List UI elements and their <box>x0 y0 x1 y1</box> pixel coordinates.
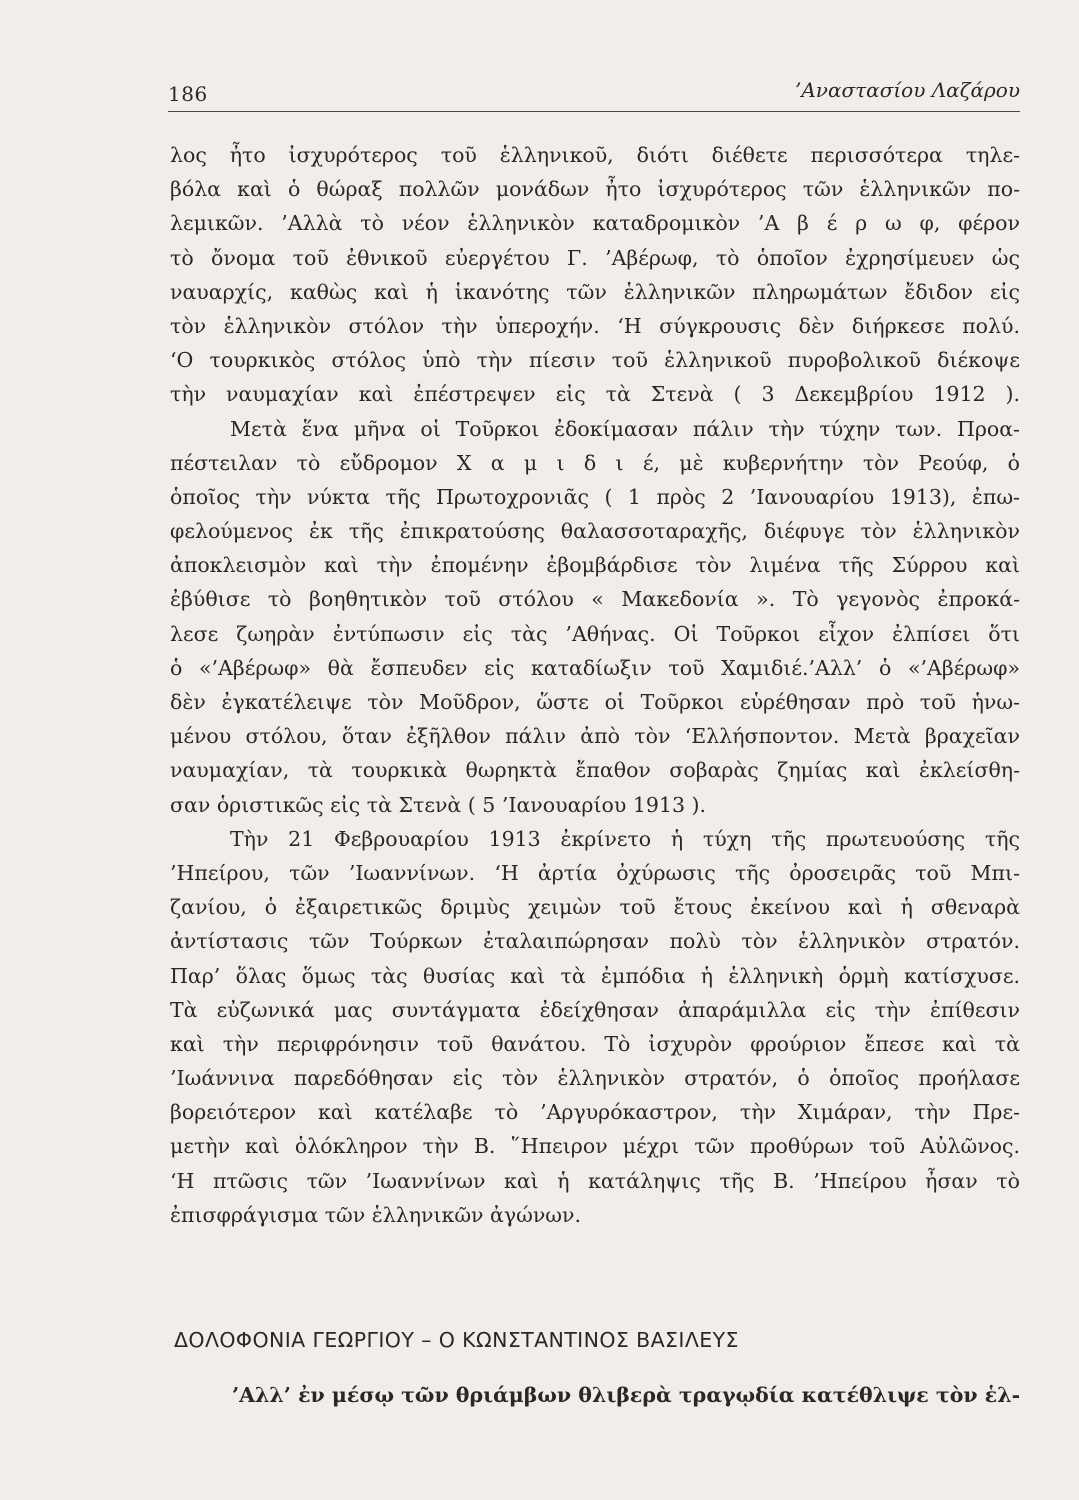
text-line: λεμικῶν. ’Αλλὰ τὸ νέον ἑλληνικὸν καταδρομικὸν ’Α β έ ρ ω φ, φέρον <box>170 211 1020 236</box>
text-line: ἐπισφράγισμα τῶν ἑλληνικῶν ἀγώνων. <box>170 1202 582 1227</box>
text-line: ἐβύθισε τὸ βοηθητικὸν τοῦ στόλου « Μακεδονία ». Τὸ γεγονὸς ἐπροκά- <box>170 587 1020 612</box>
text-line: καὶ τὴν περιφρόνησιν τοῦ θανάτου. Τὸ ἰσχυρὸν φρούριον ἔπεσε καὶ τὰ <box>170 1031 1020 1056</box>
closing-paragraph <box>170 1378 1020 1412</box>
text-line: δὲν ἐγκατέλειψε τὸν Μοῦδρον, ὥστε οἱ Τοῦρκοι εὑρέθησαν πρὸ τοῦ ἡνω- <box>170 690 1020 714</box>
text-line: πέστειλαν τὸ εὔδρομον Χ α μ ι δ ι έ, μὲ κυβερνήτην τὸν Ρεούφ, ὁ <box>170 450 1020 475</box>
text-line: ναυαρχίς, καθὼς καὶ ἡ ἱκανότης τῶν ἑλληνικῶν πληρωμάτων ἔδιδον εἰς <box>170 279 1020 304</box>
text-line: λεσε ζωηρὰν ἐντύπωσιν εἰς τὰς ’Αθήνας. Οἱ Τοῦρκοι εἶχον ἐλπίσει ὅτι <box>170 621 1020 646</box>
text-line: ’Ηπείρου, τῶν ’Ιωαννίνων. ‘Η ἀρτία ὀχύρωσις τῆς ὀροσειρᾶς τοῦ Μπι- <box>170 860 1020 885</box>
body-text <box>170 138 1020 1232</box>
text-line: ὁ «’Αβέρωφ» θὰ ἔσπευδεν εἰς καταδίωξιν τοῦ Χαμιδιέ.’Αλλ’ ὁ «’Αβέρωφ» <box>170 655 1020 680</box>
text-line: ναυμαχίαν, τὰ τουρκικὰ θωρηκτὰ ἔπαθον σοβαρὰς ζημίας καὶ ἐκλείσθη- <box>170 758 1020 783</box>
page-number: 186 <box>168 82 208 106</box>
text-line: ‘Ο τουρκικὸς στόλος ὑπὸ τὴν πίεσιν τοῦ ἑλληνικοῦ πυροβολικοῦ διέκοψε <box>170 348 1020 373</box>
text-line: βόλα καὶ ὁ θώραξ πολλῶν μονάδων ἦτο ἰσχυρότερος τῶν ἑλληνικῶν πο- <box>170 177 1020 202</box>
header-rule <box>168 111 1020 112</box>
text-line: σαν ὁριστικῶς εἰς τὰ Στενὰ ( 5 ’Ιανουαρίου 1913 ). <box>170 792 707 817</box>
text-line: λος ἦτο ἰσχυρότερος τοῦ ἑλληνικοῦ, διότι διέθετε περισσότερα τηλε- <box>170 143 1020 167</box>
text-line: Τὴν 21 Φεβρουαρίου 1913 ἐκρίνετο ἡ τύχη τῆς πρωτευούσης τῆς <box>230 826 1020 851</box>
text-line: μένου στόλου, ὅταν ἐξῆλθον πάλιν ἀπὸ τὸν ‘Ελλήσποντον. Μετὰ βραχεῖαν <box>170 724 1020 749</box>
text-line: Παρ’ ὅλας ὅμως τὰς θυσίας καὶ τὰ ἐμπόδια ἡ ἑλληνικὴ ὁρμὴ κατίσχυσε. <box>170 963 1020 988</box>
text-line: Μετὰ ἕνα μῆνα οἱ Τοῦρκοι ἐδοκίμασαν πάλιν τὴν τύχην των. Προα- <box>230 416 1020 441</box>
page-header <box>168 72 1020 108</box>
text-line: ἀντίστασις τῶν Τούρκων ἐταλαιπώρησαν πολὺ τὸν ἑλληνικὸν στρατόν. <box>170 929 1020 954</box>
text-line: Τὰ εὐζωνικά μας συντάγματα ἐδείχθησαν ἀπαράμιλλα εἰς τὴν ἐπίθεσιν <box>170 997 1020 1022</box>
text-line: τὴν ναυμαχίαν καὶ ἐπέστρεψεν εἰς τὰ Στενὰ ( 3 Δεκεμβρίου 1912 ). <box>170 382 1020 407</box>
text-line: ζανίου, ὁ ἐξαιρετικῶς δριμὺς χειμὼν τοῦ ἔτους ἐκείνου καὶ ἡ σθεναρὰ <box>170 895 1020 920</box>
text-line: μετὴν καὶ ὁλόκληρον τὴν Β. ῞Ηπειρον μέχρι τῶν προθύρων τοῦ Αὐλῶνος. <box>170 1134 1020 1159</box>
text-line: φελούμενος ἐκ τῆς ἐπικρατούσης θαλασσοταραχῆς, διέφυγε τὸν ἑλληνικὸν <box>170 519 1020 544</box>
section-heading: ΔΟΛΟΦΟΝΙΑ ΓΕΩΡΓΙΟΥ – Ο ΚΩΝΣΤΑΝΤΙΝΟΣ ΒΑΣΙΛΕΥΣ <box>174 1328 739 1352</box>
text-line: ‘Η πτῶσις τῶν ’Ιωαννίνων καὶ ἡ κατάληψις τῆς Β. ’Ηπείρου ἦσαν τὸ <box>170 1168 1020 1193</box>
text-line: βορειότερον καὶ κατέλαβε τὸ ’Αργυρόκαστρον, τὴν Χιμάραν, τὴν Πρε- <box>170 1100 1020 1125</box>
text-line: τὸν ἑλληνικὸν στόλον τὴν ὑπεροχήν. ‘Η σύγκρουσις δὲν διήρκεσε πολύ. <box>170 313 1020 338</box>
running-head: ’Αναστασίου Λαζάρου <box>795 78 1020 102</box>
text-line: ’Ιωάννινα παρεδόθησαν εἰς τὸν ἑλληνικὸν στρατόν, ὁ ὁποῖος προήλασε <box>170 1066 1020 1091</box>
text-line: ἀποκλεισμὸν καὶ τὴν ἐπομένην ἐβομβάρδισε τὸν λιμένα τῆς Σύρρου καὶ <box>170 553 1020 578</box>
text-line: τὸ ὄνομα τοῦ ἐθνικοῦ εὐεργέτου Γ. ’Αβέρωφ, τὸ ὁποῖον ἐχρησίμευεν ὡς <box>170 245 1020 270</box>
closing-line: ’Αλλ’ ἐν μέσῳ τῶν θριάμβων θλιβερὰ τραγῳδία κατέθλιψε τὸν ἑλ- <box>232 1383 1021 1407</box>
text-line: ὁποῖος τὴν νύκτα τῆς Πρωτοχρονιᾶς ( 1 πρὸς 2 ’Ιανουαρίου 1913), ἐπω- <box>170 484 1020 509</box>
